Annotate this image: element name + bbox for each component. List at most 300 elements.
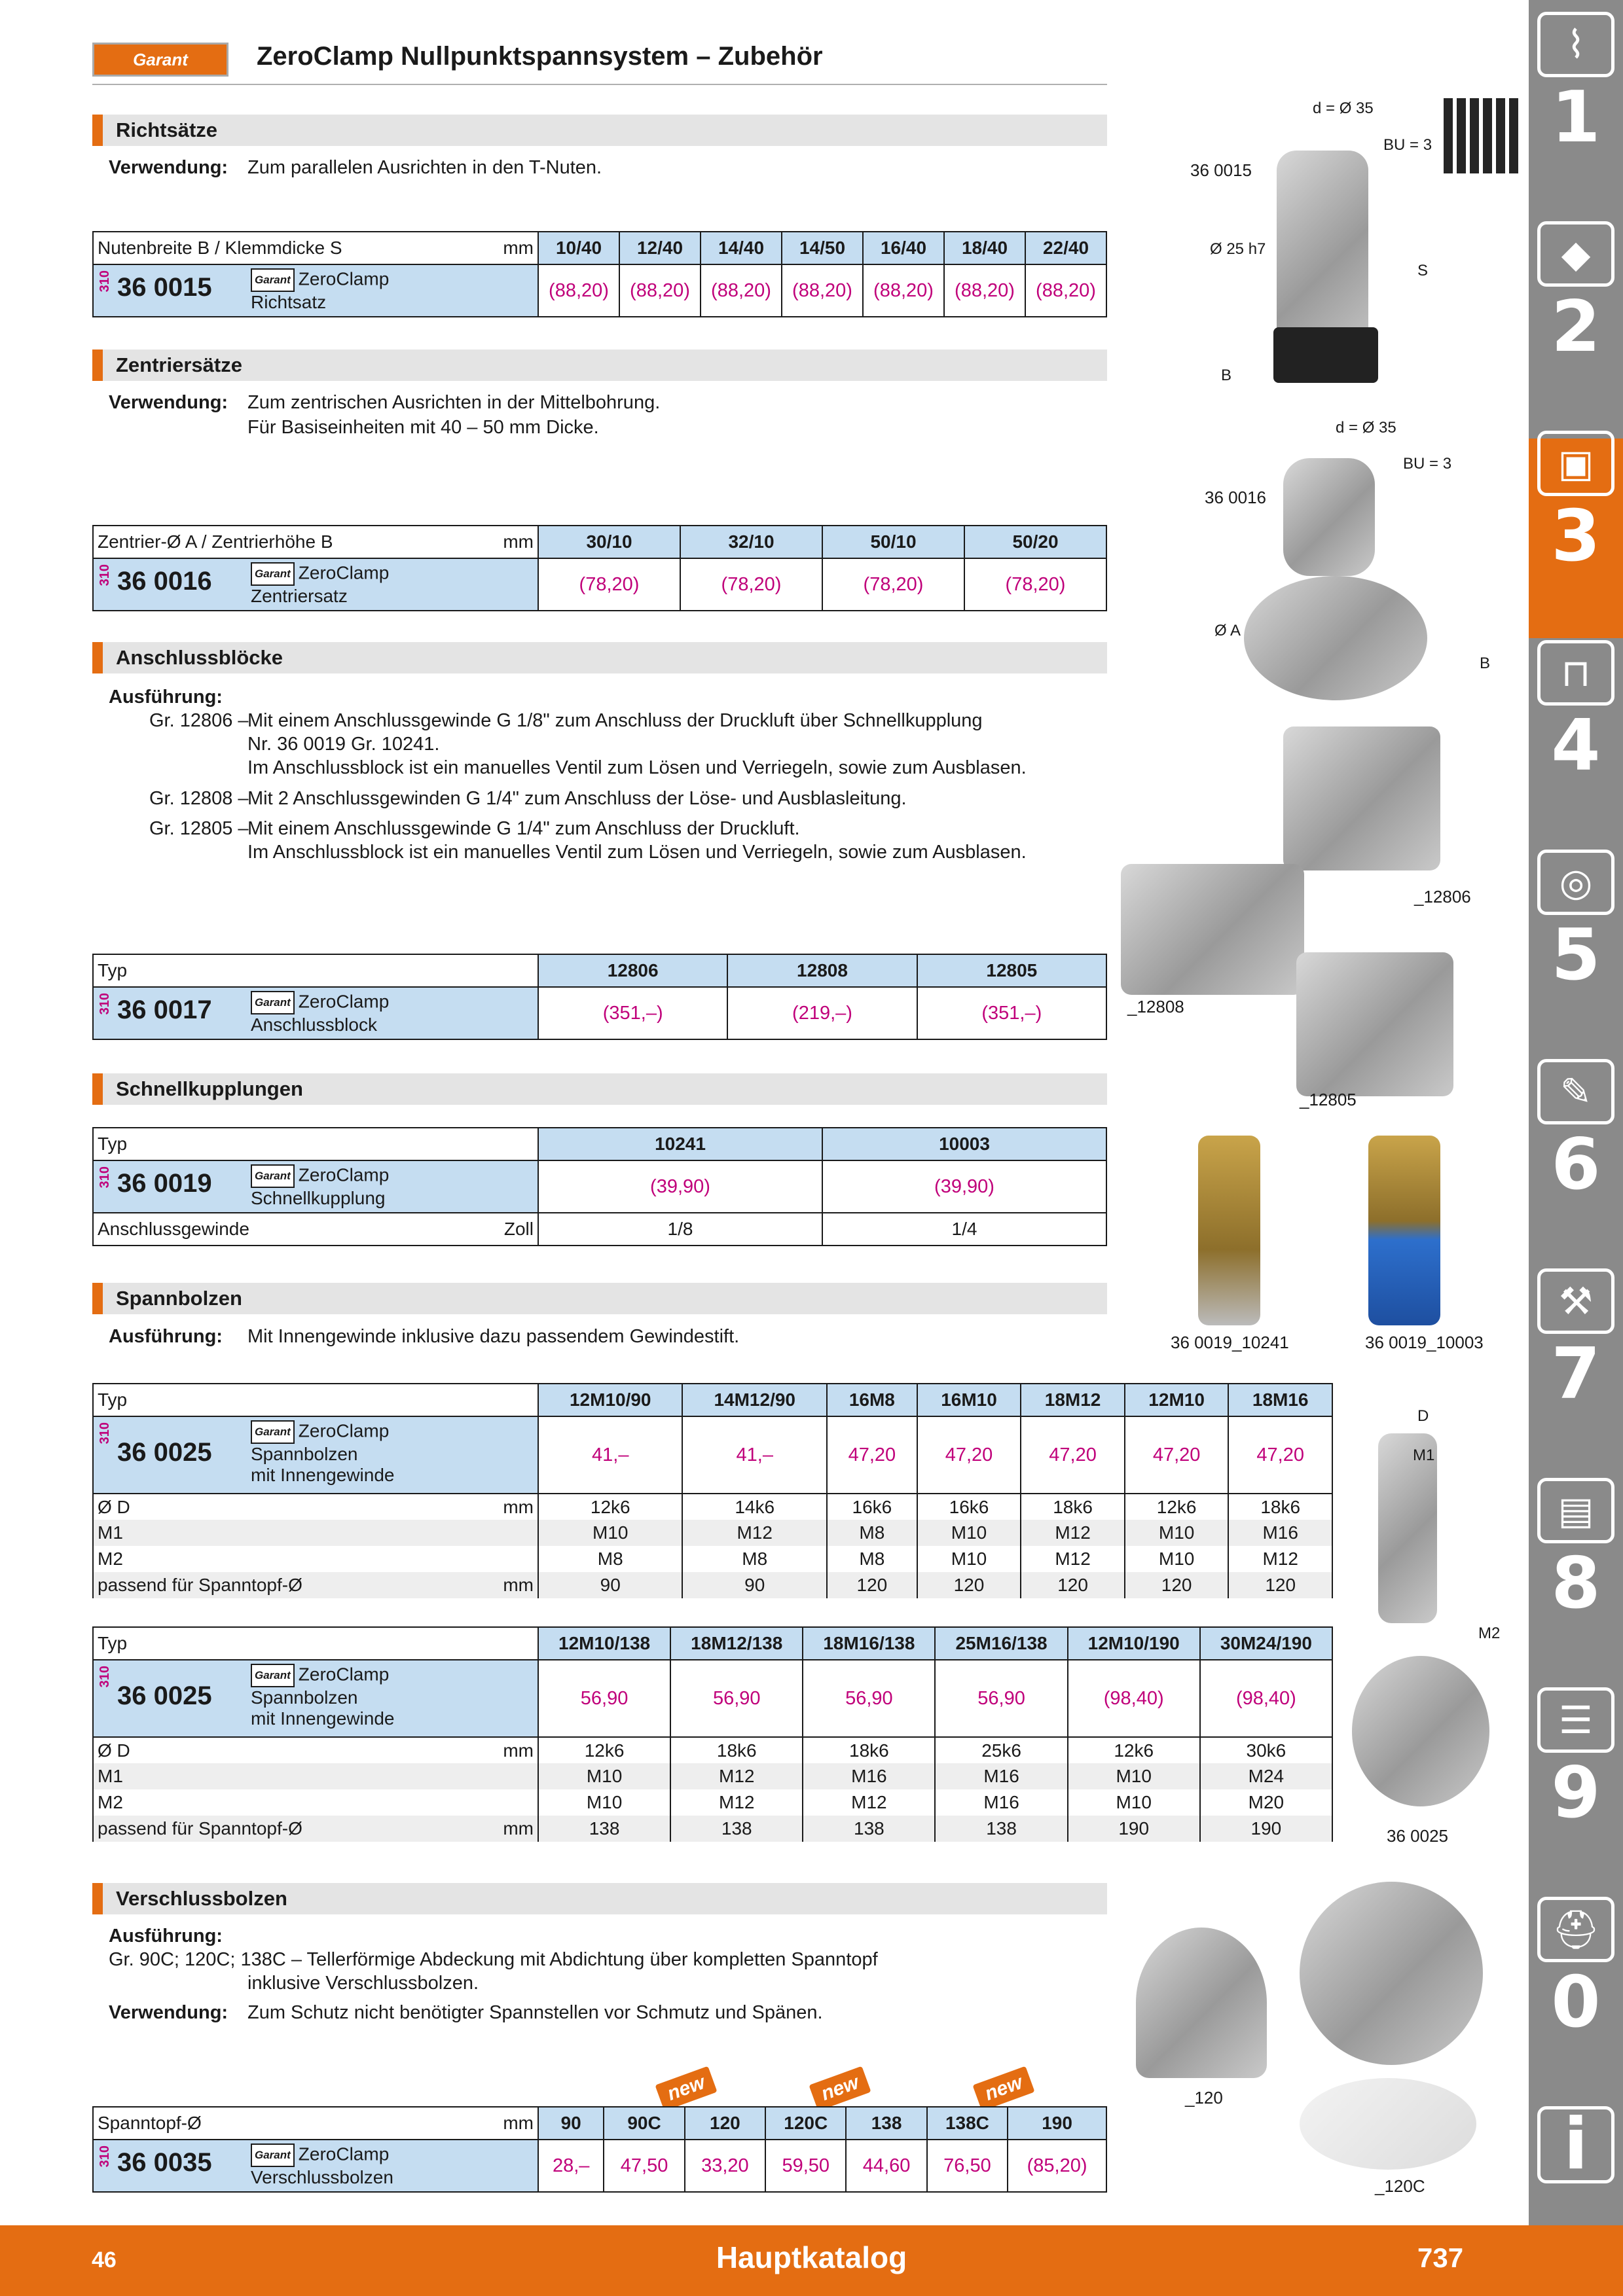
image-caption: _120 bbox=[1185, 2088, 1223, 2108]
cell: 138 bbox=[538, 1816, 670, 1842]
info-icon: i bbox=[1537, 2106, 1614, 2183]
dim-diameter: Ø 25 h7 bbox=[1210, 240, 1266, 258]
col-header: 30/10 bbox=[538, 526, 680, 558]
dim-a: Ø A bbox=[1214, 622, 1241, 639]
price[interactable]: (98,40) bbox=[1068, 1660, 1200, 1737]
unit: mm bbox=[503, 531, 534, 552]
price[interactable]: (78,20) bbox=[680, 558, 822, 611]
cell: M12 bbox=[670, 1763, 803, 1789]
cell: 18k6 bbox=[1021, 1494, 1125, 1520]
col-header: 12M10/190 bbox=[1068, 1627, 1200, 1660]
anschlussblock-12805-image bbox=[1296, 952, 1453, 1096]
section-header-zentriersaetze bbox=[92, 350, 1107, 381]
brand-name: ZeroClamp bbox=[298, 1664, 390, 1685]
new-badge: new bbox=[972, 2066, 1035, 2111]
price[interactable]: (88,20) bbox=[944, 264, 1025, 317]
garant-brand-logo: Garant bbox=[251, 1664, 295, 1687]
zentriersatz-top-image bbox=[1283, 458, 1375, 576]
row-label: passend für Spanntopf-Ø bbox=[98, 1575, 302, 1595]
cell: 1/8 bbox=[538, 1213, 822, 1246]
chapter-tab-7[interactable] bbox=[1535, 1268, 1616, 1415]
article-desc: Verschlussbolzen bbox=[251, 2167, 393, 2187]
price[interactable]: 33,20 bbox=[685, 2140, 765, 2192]
price[interactable]: 41,– bbox=[682, 1416, 826, 1494]
section-header-verschlussbolzen bbox=[92, 1883, 1107, 1914]
brand-name: ZeroClamp bbox=[298, 1164, 390, 1185]
cell: M12 bbox=[1021, 1520, 1125, 1546]
price[interactable]: 76,50 bbox=[927, 2140, 1008, 2192]
article-desc: Richtsatz bbox=[251, 292, 327, 312]
unit: mm bbox=[503, 2113, 534, 2133]
dim-b: B bbox=[1221, 367, 1232, 384]
use-label: Verwendung: bbox=[109, 2002, 228, 2023]
price[interactable]: 47,20 bbox=[1125, 1416, 1229, 1494]
caliper-icon: ⊓ bbox=[1537, 640, 1614, 706]
chapter-tab-2[interactable] bbox=[1535, 221, 1616, 368]
col-header: 18M16 bbox=[1228, 1384, 1332, 1416]
dim-s: S bbox=[1417, 262, 1429, 279]
price[interactable]: (85,20) bbox=[1008, 2140, 1106, 2192]
cell: 16k6 bbox=[827, 1494, 917, 1520]
col-header: 14/50 bbox=[782, 232, 863, 264]
cell: 1/4 bbox=[822, 1213, 1106, 1246]
qr-code[interactable] bbox=[1444, 98, 1519, 173]
col-header: 32/10 bbox=[680, 526, 822, 558]
article-desc: mit Innengewinde bbox=[251, 1708, 395, 1729]
spannbolzen-head-image bbox=[1352, 1656, 1489, 1806]
price[interactable]: 47,50 bbox=[604, 2140, 684, 2192]
cell: M8 bbox=[827, 1520, 917, 1546]
cell: M10 bbox=[1125, 1546, 1229, 1572]
anschluss-table bbox=[92, 954, 1107, 1040]
cell: M12 bbox=[1228, 1546, 1332, 1572]
col-header: 18M12/138 bbox=[670, 1627, 803, 1660]
head-label: Typ bbox=[93, 1384, 538, 1416]
gr-text: Mit einem Anschlussgewinde G 1/4" zum Anschluss der Druckluft. bbox=[247, 818, 800, 839]
price[interactable]: (351,–) bbox=[917, 987, 1106, 1039]
article-number[interactable]: 36 0019 bbox=[117, 1169, 212, 1198]
col-header: 10/40 bbox=[538, 232, 619, 264]
section-title: Verschlussbolzen bbox=[116, 1887, 287, 1910]
article-number[interactable]: 36 0025 bbox=[117, 1681, 212, 1710]
cell: M10 bbox=[917, 1520, 1021, 1546]
dim-bu: BU = 3 bbox=[1383, 136, 1432, 154]
cell: 120 bbox=[827, 1572, 917, 1598]
price[interactable]: 47,20 bbox=[1021, 1416, 1125, 1494]
brand-name: ZeroClamp bbox=[298, 268, 390, 289]
price[interactable]: (39,90) bbox=[822, 1160, 1106, 1213]
col-header: 138C bbox=[927, 2107, 1008, 2140]
cell: M8 bbox=[682, 1546, 826, 1572]
cell: M16 bbox=[935, 1789, 1067, 1816]
col-header: 50/20 bbox=[964, 526, 1106, 558]
chapter-tab-9[interactable] bbox=[1535, 1687, 1616, 1834]
chapter-number: 9 bbox=[1551, 1752, 1601, 1834]
page-title: ZeroClamp Nullpunktspannsystem – Zubehör bbox=[257, 42, 823, 71]
price[interactable]: 44,60 bbox=[846, 2140, 926, 2192]
ref-number: 310 bbox=[98, 1166, 112, 1189]
col-header: 10241 bbox=[538, 1128, 822, 1160]
cell: M16 bbox=[1228, 1520, 1332, 1546]
unit: mm bbox=[503, 1818, 534, 1839]
cell: M8 bbox=[827, 1546, 917, 1572]
use-text: Zum zentrischen Ausrichten in der Mittelbohrung. bbox=[247, 392, 661, 413]
article-cell bbox=[93, 1160, 538, 1213]
workbench-icon: ▤ bbox=[1537, 1478, 1614, 1543]
cell: 12k6 bbox=[1125, 1494, 1229, 1520]
garant-brand-logo: Garant bbox=[251, 1164, 295, 1188]
col-header: 16M8 bbox=[827, 1384, 917, 1416]
col-header: 16/40 bbox=[863, 232, 944, 264]
image-caption: _12808 bbox=[1127, 997, 1184, 1016]
price[interactable]: 47,20 bbox=[917, 1416, 1021, 1494]
chapter-tab-0[interactable] bbox=[1535, 1897, 1616, 2043]
use-text: Zum parallelen Ausrichten in den T-Nuten. bbox=[247, 157, 602, 178]
article-cell bbox=[93, 2140, 538, 2192]
cell: M10 bbox=[538, 1763, 670, 1789]
dim-m1: M1 bbox=[1413, 1446, 1435, 1464]
gr-label: Gr. 12805 – bbox=[149, 818, 249, 839]
col-header: 90 bbox=[538, 2107, 604, 2140]
row-label: M1 bbox=[98, 1522, 123, 1543]
cell: 120 bbox=[1021, 1572, 1125, 1598]
col-header: 190 bbox=[1008, 2107, 1106, 2140]
cell: M10 bbox=[1068, 1763, 1200, 1789]
ref-number: 310 bbox=[98, 2145, 112, 2168]
article-desc: Spannbolzen bbox=[251, 1444, 358, 1464]
row-label: Ø D bbox=[98, 1740, 130, 1761]
cover-plate-image bbox=[1300, 1882, 1483, 2065]
use-text: Zum Schutz nicht benötigter Spannstellen vor Schmutz und Spänen. bbox=[247, 2002, 823, 2023]
dim-m2: M2 bbox=[1478, 1624, 1501, 1642]
section-header-schnellkupplungen bbox=[92, 1073, 1107, 1105]
cell: 190 bbox=[1068, 1816, 1200, 1842]
image-label: 36 0015 bbox=[1190, 160, 1252, 180]
price[interactable]: (78,20) bbox=[964, 558, 1106, 611]
image-caption: _12805 bbox=[1300, 1090, 1357, 1109]
cell: 12k6 bbox=[538, 1737, 670, 1763]
unit: mm bbox=[503, 1496, 534, 1517]
image-caption: _12806 bbox=[1414, 887, 1471, 906]
cell: 25k6 bbox=[935, 1737, 1067, 1763]
price[interactable]: 56,90 bbox=[935, 1660, 1067, 1737]
ref-number: 310 bbox=[98, 270, 112, 293]
price[interactable]: (39,90) bbox=[538, 1160, 822, 1213]
ref-number: 310 bbox=[98, 993, 112, 1015]
anschlussblock-12808-image bbox=[1121, 864, 1304, 995]
verschlussbolzen-120c-image bbox=[1300, 2078, 1476, 2170]
col-header: 14M12/90 bbox=[682, 1384, 826, 1416]
cell: 120 bbox=[917, 1572, 1021, 1598]
article-number[interactable]: 36 0025 bbox=[117, 1438, 212, 1467]
cell: M20 bbox=[1200, 1789, 1332, 1816]
gr-text: Mit 2 Anschlussgewinden G 1/4" zum Anschluss der Löse- und Ausblasleitung. bbox=[247, 788, 907, 809]
col-header: 12M10/90 bbox=[538, 1384, 682, 1416]
head-label: Zentrier-Ø A / Zentrierhöhe B bbox=[98, 531, 333, 552]
chapter-number: 0 bbox=[1551, 1962, 1601, 2043]
drill-icon: ⌇ bbox=[1537, 12, 1614, 77]
price[interactable]: (351,–) bbox=[538, 987, 727, 1039]
cell: M24 bbox=[1200, 1763, 1332, 1789]
chapter-number: 8 bbox=[1551, 1543, 1601, 1624]
exec-text: inklusive Verschlussbolzen. bbox=[247, 1973, 479, 1994]
zentrier-table bbox=[92, 525, 1107, 611]
page-number-right: 737 bbox=[1417, 2242, 1464, 2273]
col-header: 12/40 bbox=[619, 232, 701, 264]
cell: M12 bbox=[682, 1520, 826, 1546]
new-badge: new bbox=[809, 2066, 871, 2111]
gr-text: Nr. 36 0019 Gr. 10241. bbox=[247, 734, 440, 755]
head-label: Typ bbox=[93, 1627, 538, 1660]
col-header: 12808 bbox=[727, 954, 917, 987]
section-title: Zentriersätze bbox=[116, 353, 242, 376]
section-title: Schnellkupplungen bbox=[116, 1077, 303, 1100]
row-label: M1 bbox=[98, 1766, 123, 1786]
unit: mm bbox=[503, 1575, 534, 1595]
price[interactable]: 41,– bbox=[538, 1416, 682, 1494]
article-cell bbox=[93, 264, 538, 317]
cell: M16 bbox=[803, 1763, 935, 1789]
cell: 120 bbox=[1228, 1572, 1332, 1598]
gr-label: Gr. 12806 – bbox=[149, 710, 249, 731]
cell: M12 bbox=[670, 1789, 803, 1816]
price[interactable]: 47,20 bbox=[827, 1416, 917, 1494]
article-desc: Spannbolzen bbox=[251, 1687, 358, 1708]
dim-d: D bbox=[1417, 1407, 1429, 1425]
col-header: 22/40 bbox=[1025, 232, 1106, 264]
head-label: Spanntopf-Ø bbox=[98, 2113, 202, 2133]
image-caption: 36 0019_10241 bbox=[1171, 1333, 1289, 1352]
brand-name: ZeroClamp bbox=[298, 991, 390, 1012]
article-number[interactable]: 36 0017 bbox=[117, 996, 212, 1024]
cell: 16k6 bbox=[917, 1494, 1021, 1520]
cell: 90 bbox=[538, 1572, 682, 1598]
garant-brand-logo: Garant bbox=[251, 562, 295, 586]
price[interactable]: (88,20) bbox=[782, 264, 863, 317]
col-header: 10003 bbox=[822, 1128, 1106, 1160]
col-header: 90C bbox=[604, 2107, 684, 2140]
price[interactable]: 28,– bbox=[538, 2140, 604, 2192]
cell: 12k6 bbox=[1068, 1737, 1200, 1763]
image-label: 36 0016 bbox=[1205, 488, 1266, 507]
cell: 18k6 bbox=[670, 1737, 803, 1763]
cell: 30k6 bbox=[1200, 1737, 1332, 1763]
price[interactable]: (219,–) bbox=[727, 987, 917, 1039]
chapter-tab-4[interactable] bbox=[1535, 640, 1616, 787]
spannbolzen-table-1 bbox=[92, 1383, 1333, 1598]
price[interactable]: (88,20) bbox=[701, 264, 782, 317]
cell: M12 bbox=[803, 1789, 935, 1816]
schnell-table bbox=[92, 1127, 1107, 1246]
section-title: Richtsätze bbox=[116, 118, 218, 141]
price[interactable]: (88,20) bbox=[1025, 264, 1106, 317]
chapter-tab-8[interactable] bbox=[1535, 1478, 1616, 1624]
cell: M10 bbox=[538, 1520, 682, 1546]
chapter-number: 3 bbox=[1551, 495, 1601, 577]
cell: 138 bbox=[803, 1816, 935, 1842]
col-header: 18M12 bbox=[1021, 1384, 1125, 1416]
head-label: Nutenbreite B / Klemmdicke S bbox=[98, 238, 342, 258]
chapter-tab-i[interactable] bbox=[1535, 2106, 1616, 2183]
cell: 120 bbox=[1125, 1572, 1229, 1598]
garant-logo: Garant bbox=[92, 43, 228, 77]
garant-brand-logo: Garant bbox=[251, 268, 295, 292]
price[interactable]: (98,40) bbox=[1200, 1660, 1332, 1737]
row-label: passend für Spanntopf-Ø bbox=[98, 1818, 302, 1839]
col-header: 50/10 bbox=[822, 526, 964, 558]
row-label: Anschlussgewinde bbox=[98, 1219, 249, 1239]
safety-icon: ⛑ bbox=[1537, 1897, 1614, 1962]
section-header-anschlussbloecke bbox=[92, 642, 1107, 673]
head-label: Typ bbox=[93, 1128, 538, 1160]
col-header: 120 bbox=[685, 2107, 765, 2140]
gr-text: Mit einem Anschlussgewinde G 1/8" zum Anschluss der Druckluft über Schnellkupplung bbox=[247, 710, 983, 731]
row-label: Ø D bbox=[98, 1496, 130, 1517]
brand-name: ZeroClamp bbox=[298, 2144, 390, 2164]
cell: 18k6 bbox=[1228, 1494, 1332, 1520]
chapter-number: 1 bbox=[1551, 77, 1601, 158]
exec-label: Ausführung: bbox=[109, 1926, 223, 1946]
ref-number: 310 bbox=[98, 1666, 112, 1688]
article-number[interactable]: 36 0035 bbox=[117, 2148, 212, 2177]
price[interactable]: 56,90 bbox=[670, 1660, 803, 1737]
garant-brand-logo: Garant bbox=[251, 991, 295, 1014]
cell: M16 bbox=[935, 1763, 1067, 1789]
cell: 190 bbox=[1200, 1816, 1332, 1842]
row-label: M2 bbox=[98, 1549, 123, 1569]
image-caption: 36 0019_10003 bbox=[1365, 1333, 1484, 1352]
unit: mm bbox=[503, 238, 534, 258]
price[interactable]: 56,90 bbox=[803, 1660, 935, 1737]
col-header: 12M10 bbox=[1125, 1384, 1229, 1416]
ref-number: 310 bbox=[98, 564, 112, 586]
exec-label: Ausführung: bbox=[109, 687, 223, 708]
col-header: 138 bbox=[846, 2107, 926, 2140]
cell: 90 bbox=[682, 1572, 826, 1598]
article-desc: mit Innengewinde bbox=[251, 1465, 395, 1485]
article-desc: Zentriersatz bbox=[251, 586, 348, 606]
price[interactable]: 47,20 bbox=[1228, 1416, 1332, 1494]
dim-d: d = Ø 35 bbox=[1313, 99, 1374, 117]
chapter-tab-1[interactable] bbox=[1535, 12, 1616, 158]
page-footer bbox=[0, 2225, 1623, 2296]
article-cell bbox=[93, 1660, 538, 1737]
cell: M12 bbox=[1021, 1546, 1125, 1572]
dim-b: B bbox=[1480, 655, 1491, 672]
wrench-icon: ✎ bbox=[1537, 1059, 1614, 1124]
verschluss-table bbox=[92, 2106, 1107, 2193]
garant-brand-logo: Garant bbox=[251, 1420, 295, 1444]
cell: 138 bbox=[935, 1816, 1067, 1842]
price[interactable]: (88,20) bbox=[538, 264, 619, 317]
use-text: Für Basiseinheiten mit 40 – 50 mm Dicke. bbox=[247, 417, 599, 438]
tool-holder-icon: ▣ bbox=[1537, 431, 1614, 496]
col-header: 18/40 bbox=[944, 232, 1025, 264]
catalog-name: Hauptkatalog bbox=[716, 2240, 907, 2274]
price[interactable]: (88,20) bbox=[863, 264, 944, 317]
zentriersatz-base-image bbox=[1244, 576, 1427, 700]
richtsaetze-table bbox=[92, 231, 1107, 317]
quick-coupling-10241-image bbox=[1198, 1136, 1260, 1325]
pliers-icon: ⚒ bbox=[1537, 1268, 1614, 1334]
article-number[interactable]: 36 0016 bbox=[117, 567, 212, 596]
col-header: 12M10/138 bbox=[538, 1627, 670, 1660]
section-header-richtsaetze bbox=[92, 115, 1107, 146]
cell: 14k6 bbox=[682, 1494, 826, 1520]
image-caption: _120C bbox=[1375, 2176, 1425, 2196]
price[interactable]: (78,20) bbox=[822, 558, 964, 611]
exec-label: Ausführung: bbox=[109, 1326, 223, 1347]
col-header: 12806 bbox=[538, 954, 727, 987]
price[interactable]: 59,50 bbox=[765, 2140, 846, 2192]
cell: M10 bbox=[1125, 1520, 1229, 1546]
brand-name: ZeroClamp bbox=[298, 562, 390, 583]
cell: M8 bbox=[538, 1546, 682, 1572]
page-number-left: 46 bbox=[92, 2248, 117, 2272]
section-header-spannbolzen bbox=[92, 1283, 1107, 1314]
cell: 12k6 bbox=[538, 1494, 682, 1520]
chapter-number: 7 bbox=[1551, 1333, 1601, 1415]
chapter-tab-6[interactable] bbox=[1535, 1059, 1616, 1206]
chapter-tab-3[interactable] bbox=[1535, 431, 1616, 577]
col-header: 16M10 bbox=[917, 1384, 1021, 1416]
col-header: 30M24/190 bbox=[1200, 1627, 1332, 1660]
dim-bu: BU = 3 bbox=[1403, 455, 1452, 473]
image-caption: 36 0025 bbox=[1387, 1826, 1448, 1846]
article-number[interactable]: 36 0015 bbox=[117, 273, 212, 302]
price[interactable]: (88,20) bbox=[619, 264, 701, 317]
article-desc: Anschlussblock bbox=[251, 1014, 377, 1035]
gr-text: Im Anschlussblock ist ein manuelles Ventil zum Lösen und Verriegeln, sowie zum Ausblasen. bbox=[247, 842, 1027, 863]
col-header: 14/40 bbox=[701, 232, 782, 264]
price[interactable]: (78,20) bbox=[538, 558, 680, 611]
unit: Zoll bbox=[503, 1219, 534, 1239]
col-header: 18M16/138 bbox=[803, 1627, 935, 1660]
price[interactable]: 56,90 bbox=[538, 1660, 670, 1737]
cell: M10 bbox=[917, 1546, 1021, 1572]
brand-name: ZeroClamp bbox=[298, 1420, 390, 1441]
new-badge: new bbox=[655, 2066, 718, 2111]
t-slot-key-image bbox=[1273, 327, 1378, 383]
exec-text: Mit Innengewinde inklusive dazu passendem Gewindestift. bbox=[247, 1326, 740, 1347]
section-title: Spannbolzen bbox=[116, 1287, 242, 1310]
row-label: M2 bbox=[98, 1792, 123, 1812]
quick-coupling-10003-image bbox=[1368, 1136, 1440, 1325]
insert-icon: ◆ bbox=[1537, 221, 1614, 287]
gr-label: Gr. 12808 – bbox=[149, 788, 249, 809]
cell: M10 bbox=[538, 1789, 670, 1816]
head-label: Typ bbox=[93, 954, 538, 987]
unit: mm bbox=[503, 1740, 534, 1761]
dim-d: d = Ø 35 bbox=[1336, 419, 1396, 437]
col-header: 12805 bbox=[917, 954, 1106, 987]
ref-number: 310 bbox=[98, 1422, 112, 1444]
chapter-number: 5 bbox=[1551, 914, 1601, 996]
cabinet-icon: ☰ bbox=[1537, 1687, 1614, 1753]
article-desc: Schnellkupplung bbox=[251, 1188, 386, 1208]
chapter-tab-5[interactable] bbox=[1535, 850, 1616, 996]
article-cell bbox=[93, 987, 538, 1039]
use-label: Verwendung: bbox=[109, 392, 228, 413]
title-divider bbox=[92, 84, 1107, 85]
section-title: Anschlussblöcke bbox=[116, 646, 283, 669]
exec-text: Gr. 90C; 120C; 138C – Tellerförmige Abdeckung mit Abdichtung über kompletten Spanntopf bbox=[109, 1949, 878, 1970]
cell: 138 bbox=[670, 1816, 803, 1842]
article-cell bbox=[93, 558, 538, 611]
gr-text: Im Anschlussblock ist ein manuelles Ventil zum Lösen und Verriegeln, sowie zum Ausblasen. bbox=[247, 757, 1027, 778]
cell: 18k6 bbox=[803, 1737, 935, 1763]
cell: M10 bbox=[1068, 1789, 1200, 1816]
